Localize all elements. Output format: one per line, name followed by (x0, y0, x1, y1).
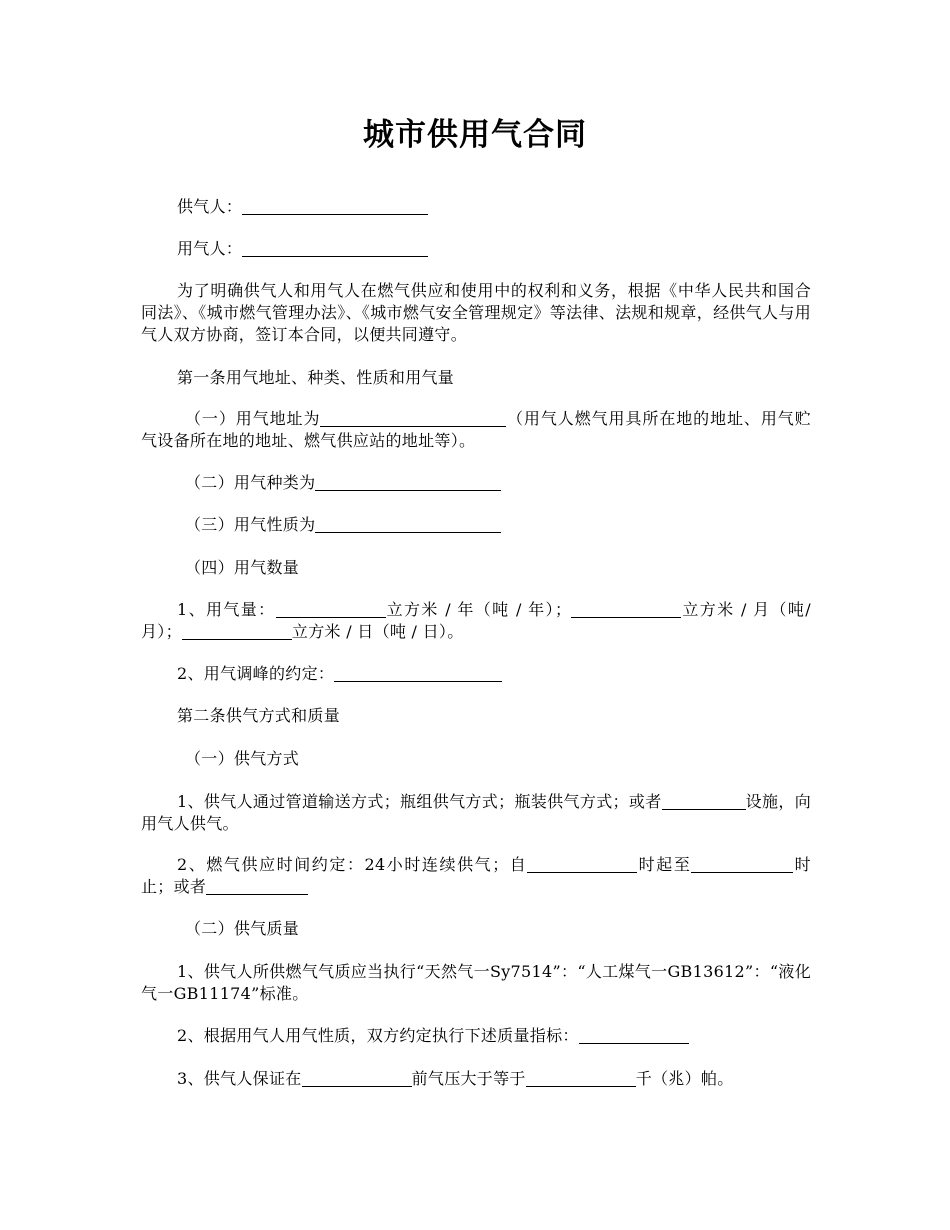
qty-month-blank (571, 601, 681, 618)
quality-indicator-line (141, 1025, 811, 1047)
time-end-blank (691, 856, 793, 873)
qty-unit-day: 立方米 / 日（吨 / 日）。 (291, 622, 464, 641)
time-mid: 时起至 (637, 855, 692, 874)
quality-indicator-blank (579, 1027, 689, 1044)
address-blank (320, 410, 506, 427)
pressure-value-blank (526, 1070, 636, 1087)
article2-heading: 第二条供气方式和质量 (177, 706, 341, 725)
qty-unit-month: 立方米 / 月（吨/月）； (141, 600, 811, 641)
item3-label: （三）用气性质为 (185, 515, 316, 534)
method-prefix: 1、供气人通过管道输送方式；瓶组供气方式；瓶装供气方式；或者 (177, 792, 662, 811)
article1-item1 (141, 408, 811, 452)
user-label: 用气人： (177, 239, 243, 258)
supply-method-paragraph (141, 791, 811, 835)
qty-day-blank (182, 623, 292, 640)
document-title: 城市供用气合同 (363, 117, 587, 153)
time-prefix: 2、燃气供应时间约定：24小时连续供气；自 (177, 855, 528, 874)
supplier-line (141, 196, 811, 218)
supply-time-paragraph (141, 854, 811, 898)
item1-suffix: （用气人燃气用具所在地的地址、用气贮气设备所在地的地址、燃气供应站的地址等）。 (141, 409, 811, 450)
qty-unit-year: 立方米 / 年（吨 / 年）； (385, 600, 572, 619)
quality3-suffix: 千（兆）帕。 (635, 1069, 734, 1088)
supply-method-heading: （一）供气方式 (185, 749, 300, 768)
supplier-label: 供气人： (177, 197, 243, 216)
gas-quantity-paragraph (141, 599, 811, 643)
peak-blank (334, 665, 502, 682)
gas-type-blank (315, 474, 501, 491)
facility-blank (662, 793, 746, 810)
time-start-blank (527, 856, 637, 873)
method-suffix: 设施，向用气人供气。 (141, 792, 811, 833)
supply-quality-heading: （二）供气质量 (185, 919, 300, 938)
gas-nature-blank (315, 516, 501, 533)
item2-label: （二）用气种类为 (185, 473, 316, 492)
quality2-label: 2、根据用气人用气性质，双方约定执行下述质量指标： (177, 1026, 579, 1045)
article1-item3 (141, 514, 811, 536)
article1-heading: 第一条用气地址、种类、性质和用气量 (177, 368, 455, 387)
pressure-location-blank (302, 1070, 412, 1087)
quality3-mid: 前气压大于等于 (411, 1069, 526, 1088)
quality3-prefix: 3、供气人保证在 (177, 1069, 302, 1088)
article1-item2 (141, 472, 811, 494)
peak-label: 2、用气调峰的约定： (177, 664, 335, 683)
quality-standard-paragraph: 1、供气人所供燃气气质应当执行“天然气一Sy7514”：“人工煤气一GB13612”：“液化气一GB11174”标准。 (141, 962, 811, 1003)
user-blank (242, 240, 428, 257)
peak-line (141, 663, 811, 685)
item1-prefix: （一）用气地址为 (185, 409, 321, 428)
user-line (141, 238, 811, 260)
time-other-blank (206, 878, 308, 895)
qty-prefix: 1、用气量： (177, 600, 276, 619)
qty-year-blank (276, 601, 386, 618)
time-end: 时止；或者 (141, 855, 811, 896)
pressure-line (141, 1068, 811, 1090)
supplier-blank (242, 198, 428, 215)
article1-item4: （四）用气数量 (185, 558, 300, 577)
preamble-paragraph: 为了明确供气人和用气人在燃气供应和使用中的权利和义务，根据《中华人民共和国合同法》、《城市燃气管理办法》、《城市燃气安全管理规定》等法律、法规和规章，经供气人与用气人双方协商，签订本合同，以便共同遵守。 (141, 281, 811, 344)
